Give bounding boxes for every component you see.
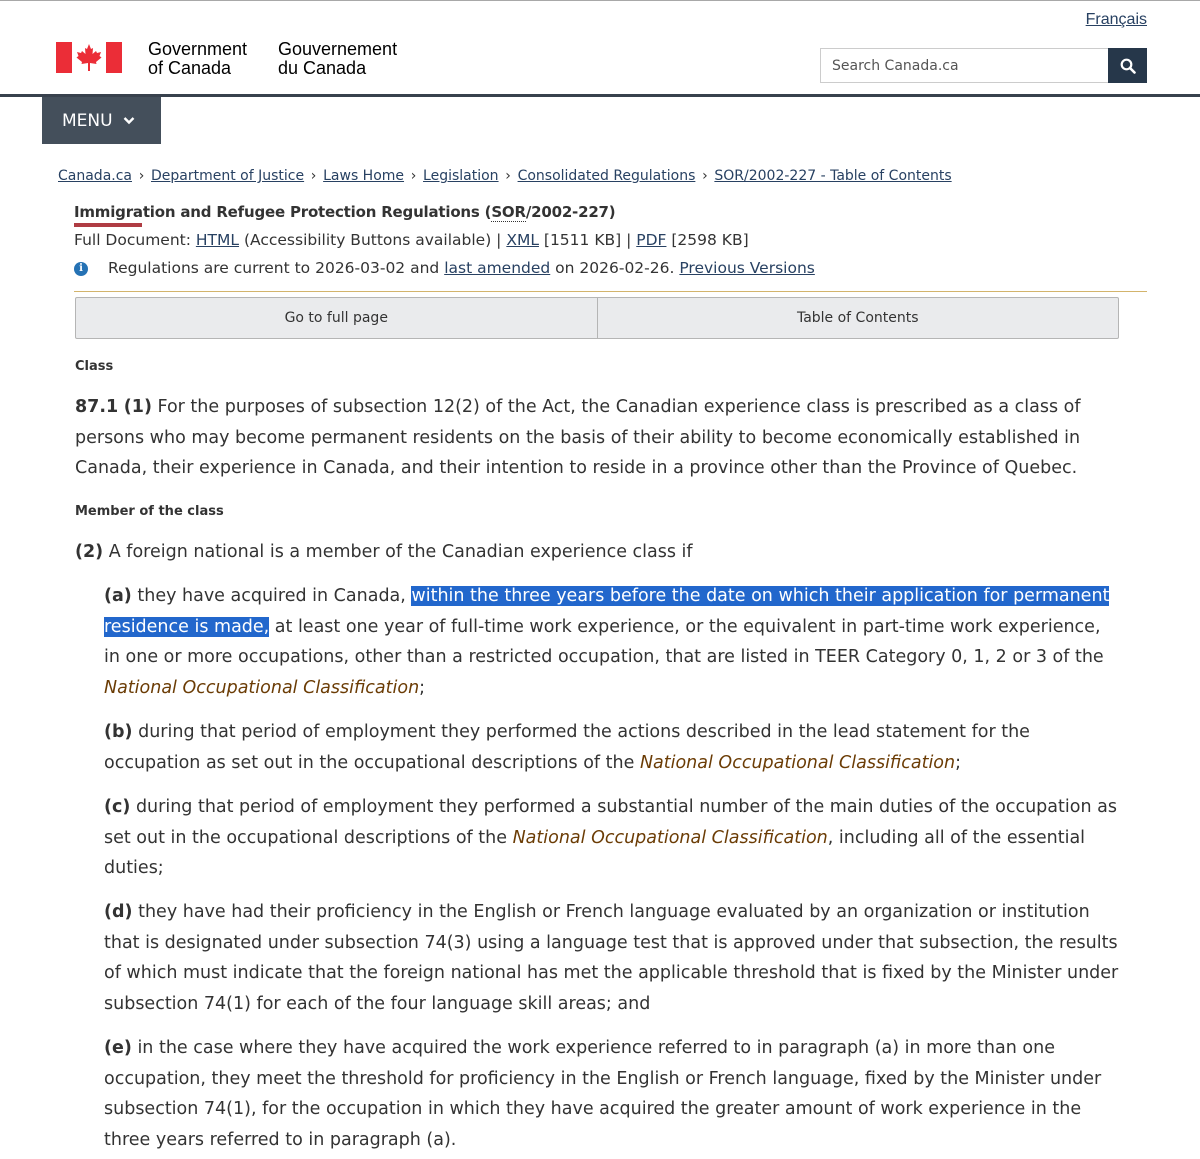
chevron-right-icon: › (505, 168, 511, 184)
chevron-right-icon: › (702, 168, 708, 184)
paragraph-b (104, 717, 1122, 778)
chevron-right-icon: › (138, 168, 145, 184)
paragraph-end: ; (419, 678, 426, 699)
paragraph-label: (e) (104, 1038, 132, 1058)
currency-line (108, 259, 815, 277)
breadcrumb-consolidated-regulations[interactable]: Consolidated Regulations (517, 168, 696, 184)
previous-versions-link[interactable]: Previous Versions (679, 259, 815, 277)
title-end: /2002-227) (525, 203, 616, 221)
section-divider (74, 291, 1147, 292)
paragraph-end: ; (955, 752, 962, 773)
subsection-number: (1) (123, 397, 152, 417)
table-of-contents-button[interactable]: Table of Contents (597, 298, 1119, 338)
signature-fr-line1: Gouvernement (278, 39, 398, 59)
header-divider (0, 94, 1200, 97)
paragraph-c (104, 792, 1122, 884)
page-navigation (75, 297, 1119, 339)
paragraph-label: (d) (104, 902, 133, 922)
government-signature-fr[interactable] (278, 40, 397, 78)
amended-date: on 2026-02-26. (550, 259, 680, 277)
noc-reference: National Occupational Classification (104, 678, 420, 699)
breadcrumb-toc[interactable]: SOR/2002-227 - Table of Contents (714, 168, 952, 184)
top-border (0, 0, 1200, 1)
paragraph-text-continued: at least one year of full-time work experience, or the equivalent in part-time work experience, in one or more occupations, other than a restricted occupation, that are listed in TEER Category 0, 1, 2 or 3 of the (104, 616, 1104, 668)
paragraph-end: , including all of the essential duties; (104, 827, 1086, 879)
search-icon (1120, 58, 1136, 74)
full-document-line (74, 231, 749, 249)
menu-button[interactable] (42, 97, 161, 144)
pdf-link[interactable]: PDF (636, 231, 667, 249)
chevron-right-icon: › (310, 168, 317, 184)
subsection-label: (2) (75, 542, 104, 562)
language-toggle-link[interactable]: Français (1085, 11, 1147, 28)
marginal-heading-member: Member of the class (75, 504, 224, 519)
pdf-size: [2598 KB] (666, 231, 749, 249)
paragraph-a (104, 581, 1122, 704)
html-link[interactable]: HTML (195, 231, 240, 249)
section-number: 87.1 (75, 397, 119, 417)
title-underline (74, 223, 142, 227)
paragraph-text: during that period of employment they performed the actions described in the lead statement for the occupation as set out in the occupational descriptions of the (104, 722, 1030, 773)
paragraph-text: during that period of employment they performed a substantial number of the main duties of the occupation as set out in the occupational descriptions of the (104, 797, 1117, 848)
info-icon: i (74, 262, 88, 276)
chevron-down-icon (123, 116, 135, 125)
paragraph-label: (c) (104, 797, 131, 817)
canada-flag-icon[interactable] (56, 42, 122, 73)
noc-reference: National Occupational Classification (639, 752, 956, 773)
marginal-heading-class: Class (75, 359, 114, 374)
paragraph-e (104, 1033, 1122, 1156)
breadcrumb-canada[interactable]: Canada.ca (58, 168, 132, 184)
chevron-right-icon: › (410, 168, 417, 184)
signature-en-line2: of Canada (148, 58, 232, 78)
subsection-2 (75, 537, 1135, 568)
paragraph-d (104, 897, 1122, 1020)
subsection-text: A foreign national is a member of the Canadian experience class if (103, 542, 693, 562)
flag-center (72, 42, 106, 73)
paragraph-text: they have had their proficiency in the English or French language evaluated by an organization or institution that is designated under subsection 74(3) using a language test that is approved under that subsection, the results of which must indicate that the foreign national has met the applicable threshold that is fixed by the Minister under subsection 74(1) for each of the four language skill areas; and (104, 902, 1119, 1015)
regulation-title (74, 203, 615, 221)
signature-fr-line2: du Canada (278, 58, 367, 78)
paragraph-label: (a) (104, 586, 132, 606)
breadcrumb-laws-home[interactable]: Laws Home (323, 168, 405, 184)
paragraph-label: (b) (104, 722, 133, 742)
section-text: For the purposes of subsection 12(2) of the Act, the Canadian experience class is prescribed as a class of persons who may become permanent residents on the basis of their ability to become economically established in Canada, their experience in Canada, and their intention to reside in a province other than the Province of Quebec. (75, 397, 1081, 479)
title-main: Immigration and Refugee Protection Regulations ( (74, 203, 492, 221)
breadcrumb-legislation[interactable]: Legislation (423, 168, 499, 184)
section-87-1-subsection-1 (75, 392, 1145, 484)
flag-bar-right (106, 42, 122, 73)
paragraph-text: in the case where they have acquired the work experience referred to in paragraph (a) in more than one occupation, they meet the threshold for proficiency in the English or French language, fixed by the Minister under subsection 74(1), for the occupation in which they have acquired the greater amount of work experience in the three years referred to in paragraph (a). (104, 1038, 1102, 1151)
signature-en-line1: Government (148, 39, 248, 59)
breadcrumb (58, 168, 952, 184)
search-button[interactable] (1108, 48, 1147, 83)
xml-size: [1511 KB] | (538, 231, 637, 249)
menu-label: MENU (62, 110, 113, 131)
search-input[interactable] (820, 48, 1108, 83)
paragraph-text: they have acquired in Canada, (131, 586, 412, 606)
full-doc-label: Full Document: (74, 231, 196, 249)
highlighted-selection: within the three years before the date on which their application for permanent residence is made, (104, 586, 1110, 637)
currency-text: Regulations are current to 2026-03-02 and (108, 259, 445, 277)
breadcrumb-justice[interactable]: Department of Justice (151, 168, 305, 184)
html-note: (Accessibility Buttons available) | (239, 231, 507, 249)
go-to-full-page-button[interactable]: Go to full page (284, 310, 388, 326)
xml-link[interactable]: XML (506, 231, 539, 249)
flag-bar-left (56, 42, 72, 73)
government-signature-en[interactable] (148, 40, 247, 78)
noc-reference: National Occupational Classification (512, 827, 828, 848)
last-amended-link[interactable]: last amended (444, 259, 551, 277)
title-abbreviation: SOR (491, 203, 526, 221)
